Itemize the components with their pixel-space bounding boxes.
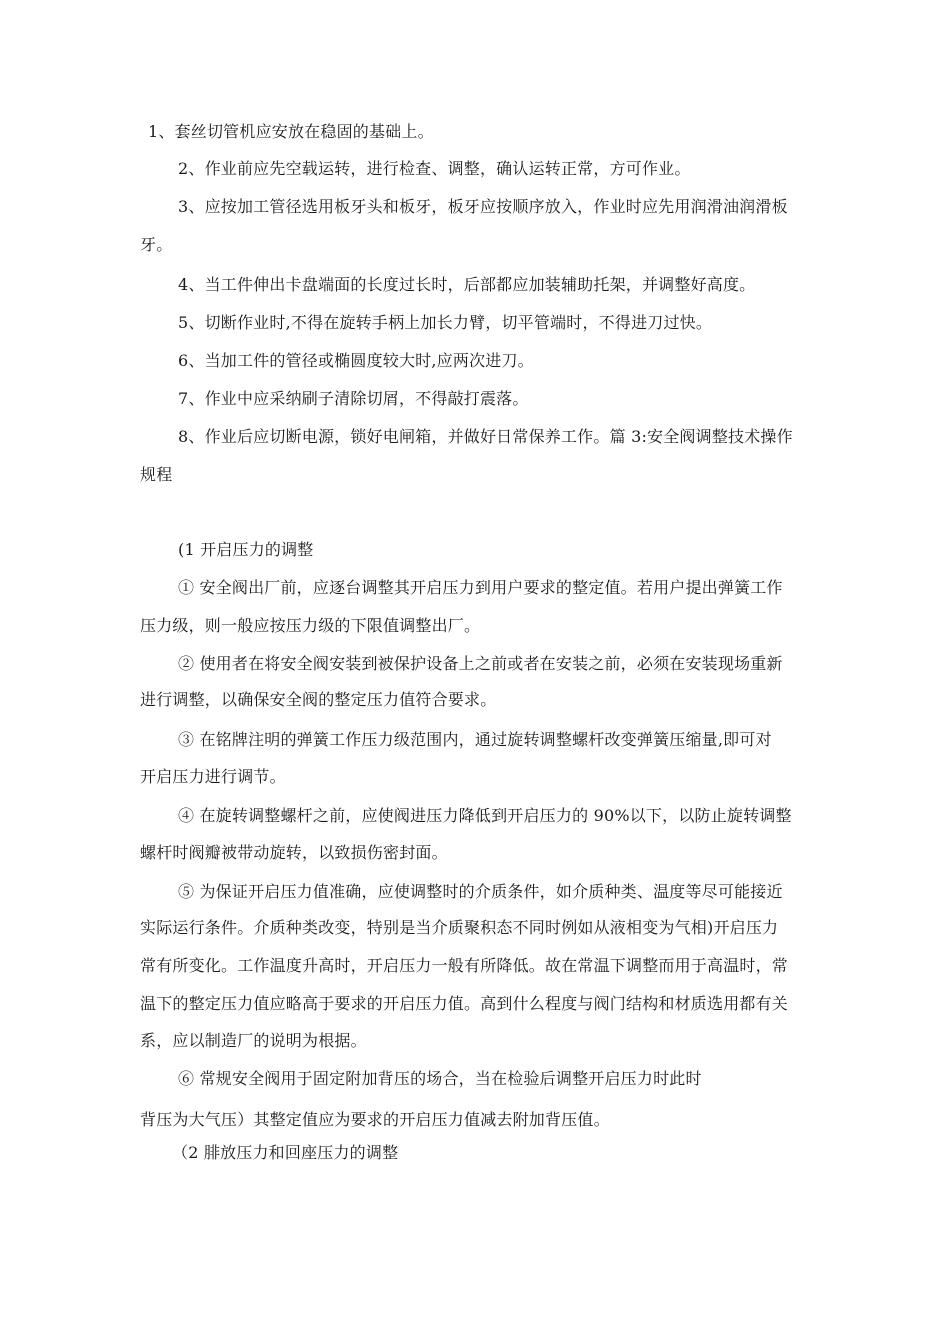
text-line: 6、当加工件的管径或椭圆度较大时,应两次进刀。	[178, 351, 534, 370]
text-line: 3、应按加工管径选用板牙头和板牙，板牙应按顺序放入，作业时应先用润滑油润滑板	[178, 197, 788, 216]
text-line: 2、作业前应先空载运转，进行检查、调整，确认运转正常，方可作业。	[178, 159, 691, 178]
text-line: 开启压力进行调节。	[140, 767, 286, 786]
text-line: ⑥ 常规安全阀用于固定附加背压的场合，当在检验后调整开启压力时此时	[178, 1069, 702, 1088]
section-heading: (1 开启压力的调整	[178, 540, 314, 559]
text-line: 压力级，则一般应按压力级的下限值调整出厂。	[140, 616, 481, 635]
text-line: 进行调整，以确保安全阀的整定压力值符合要求。	[140, 690, 497, 709]
text-line: 规程	[140, 465, 173, 484]
text-line: 系，应以制造厂的说明为根据。	[140, 1031, 367, 1050]
text-line: 7、作业中应采纳刷子清除切屑，不得敲打震落。	[178, 389, 529, 408]
text-line: 5、切断作业时,不得在旋转手柄上加长力臂，切平管端时，不得进刀过快。	[178, 313, 713, 332]
text-line: ③ 在铭牌注明的弹簧工作压力级范围内，通过旋转调整螺杆改变弹簧压缩量,即可对	[178, 730, 772, 749]
text-line: ① 安全阀出厂前，应逐台调整其开启压力到用户要求的整定值。若用户提出弹簧工作	[178, 578, 783, 597]
section-heading: （2 腓放压力和回座压力的调整	[172, 1143, 399, 1162]
text-line: 螺杆时阀瓣被带动旋转，以致损伤密封面。	[140, 843, 448, 862]
text-line: 1、套丝切管机应安放在稳固的基础上。	[148, 122, 434, 141]
text-line: 4、当工件伸出卡盘端面的长度过长时，后部都应加装辅助托架，并调整好高度。	[178, 275, 756, 294]
text-line: ⑤ 为保证开启压力值准确，应使调整时的介质条件，如介质种类、温度等尽可能接近	[178, 882, 783, 901]
text-line: 8、作业后应切断电源，锁好电闸箱，并做好日常保养工作。篇 3:安全阀调整技术操作	[178, 427, 793, 446]
text-line: ④ 在旋转调整螺杆之前，应使阀进压力降低到开启压力的 90%以下，以防止旋转调整	[178, 806, 792, 825]
text-line: 实际运行条件。介质种类改变，特别是当介质聚积态不同时例如从液相变为气相)开启压力	[140, 918, 779, 937]
text-line: 常有所变化。工作温度升高时，开启压力一般有所降低。故在常温下调整而用于高温时，常	[140, 956, 789, 975]
text-line: 牙。	[140, 235, 173, 254]
text-line: 背压为大气压）其整定值应为要求的开启压力值减去附加背压值。	[140, 1110, 610, 1129]
text-line: 温下的整定压力值应略高于要求的开启压力值。高到什么程度与阀门结构和材质选用都有关	[140, 994, 789, 1013]
text-line: ② 使用者在将安全阀安装到被保护设备上之前或者在安装之前，必须在安装现场重新	[178, 654, 783, 673]
